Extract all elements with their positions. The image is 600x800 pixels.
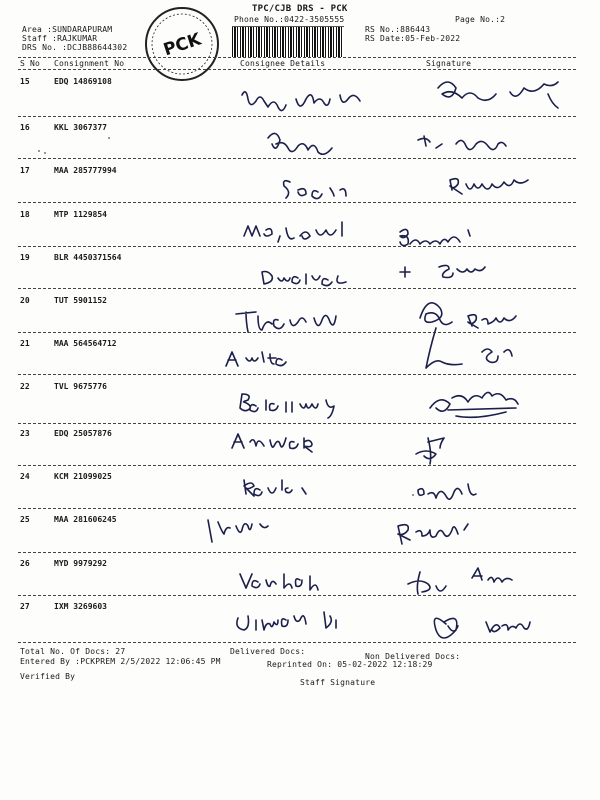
document-title: TPC/CJB DRS - PCK bbox=[252, 4, 348, 14]
consignee-handwriting bbox=[226, 352, 286, 366]
row-sno: 24 bbox=[20, 472, 30, 481]
row-divider bbox=[18, 332, 576, 333]
signature bbox=[420, 303, 516, 328]
row-divider bbox=[18, 465, 576, 466]
row-divider bbox=[18, 552, 576, 553]
row-sno: 21 bbox=[20, 339, 30, 348]
signature bbox=[416, 438, 444, 464]
row-sno: 17 bbox=[20, 166, 30, 175]
signature bbox=[398, 524, 468, 544]
pck-stamp bbox=[142, 4, 222, 84]
row-consignment: MYD 9979292 bbox=[54, 559, 107, 568]
consignee-handwriting bbox=[242, 92, 360, 111]
non-delivered-docs: Non Delivered Docs: bbox=[365, 652, 461, 661]
row-consignment: EDQ 25057876 bbox=[54, 429, 112, 438]
signature bbox=[418, 136, 506, 150]
row-divider bbox=[18, 246, 576, 247]
consignee-handwriting bbox=[284, 181, 346, 199]
scan-speck bbox=[44, 152, 46, 154]
row-divider bbox=[18, 288, 576, 289]
row-sno: 23 bbox=[20, 429, 30, 438]
area-label: Area :SUNDARAPURAM bbox=[22, 25, 113, 34]
signature bbox=[434, 618, 530, 638]
barcode bbox=[232, 26, 344, 57]
row-sno: 26 bbox=[20, 559, 30, 568]
divider bbox=[18, 69, 576, 70]
row-divider bbox=[18, 423, 576, 424]
row-sno: 19 bbox=[20, 253, 30, 262]
row-consignment: KCM 21099025 bbox=[54, 472, 112, 481]
consignee-handwriting bbox=[244, 480, 306, 496]
page-number: Page No.:2 bbox=[455, 15, 506, 24]
consignee-handwriting bbox=[244, 222, 342, 242]
consignee-handwriting bbox=[237, 612, 336, 630]
stamp-text: PCK bbox=[161, 29, 204, 61]
row-consignment: IXM 3269603 bbox=[54, 602, 107, 611]
row-sno: 15 bbox=[20, 77, 30, 86]
row-divider bbox=[18, 595, 576, 596]
consignee-handwriting bbox=[232, 434, 312, 452]
phone-number: Phone No.:0422-3505555 bbox=[234, 15, 345, 24]
signature bbox=[426, 328, 512, 368]
rs-number: RS No.:886443 bbox=[365, 25, 431, 34]
signature bbox=[450, 179, 528, 194]
consignee-handwriting bbox=[240, 394, 334, 418]
reprinted-on: Reprinted On: 05-02-2022 12:18:29 bbox=[267, 660, 433, 669]
row-consignment: BLR 4450371564 bbox=[54, 253, 122, 262]
delivered-docs: Delivered Docs: bbox=[230, 647, 306, 656]
staff-label: Staff :RAJKUMAR bbox=[22, 34, 98, 43]
divider bbox=[18, 57, 576, 58]
col-header-consignee: Consignee Details bbox=[240, 59, 326, 68]
rs-date: RS Date:05-Feb-2022 bbox=[365, 34, 461, 43]
drs-number: DRS No. :DCJB88644302 bbox=[22, 43, 128, 52]
scan-speck bbox=[108, 137, 110, 139]
row-consignment: TVL 9675776 bbox=[54, 382, 107, 391]
signature bbox=[430, 392, 518, 417]
row-consignment: MAA 564564712 bbox=[54, 339, 117, 348]
row-consignment: KKL 3067377 bbox=[54, 123, 107, 132]
row-sno: 22 bbox=[20, 382, 30, 391]
row-divider bbox=[18, 374, 576, 375]
signature bbox=[400, 265, 485, 277]
consignee-handwriting bbox=[208, 520, 268, 542]
verified-by-label: Verified By bbox=[20, 672, 76, 681]
signature bbox=[408, 568, 512, 594]
row-divider bbox=[18, 116, 576, 117]
scan-speck bbox=[412, 494, 414, 496]
staff-signature-label: Staff Signature bbox=[300, 678, 376, 687]
row-consignment: MAA 285777994 bbox=[54, 166, 117, 175]
col-header-signature: Signature bbox=[426, 59, 472, 68]
row-sno: 25 bbox=[20, 515, 30, 524]
row-consignment: MTP 1129854 bbox=[54, 210, 107, 219]
row-consignment: EDQ 14869108 bbox=[54, 77, 112, 86]
total-docs: Total No. Of Docs: 27 bbox=[20, 647, 126, 656]
row-divider bbox=[18, 158, 576, 159]
row-sno: 27 bbox=[20, 602, 30, 611]
entered-by: Entered By :PCKPREM 2/5/2022 12:06:45 PM bbox=[20, 657, 221, 666]
signature bbox=[438, 82, 558, 108]
row-consignment: TUT 5901152 bbox=[54, 296, 107, 305]
row-sno: 18 bbox=[20, 210, 30, 219]
row-sno: 16 bbox=[20, 123, 30, 132]
col-header-sno: S No bbox=[20, 59, 41, 68]
signature bbox=[400, 229, 470, 245]
row-divider bbox=[18, 202, 576, 203]
consignee-handwriting bbox=[240, 574, 318, 590]
row-divider bbox=[18, 508, 576, 509]
consignee-handwriting bbox=[262, 272, 346, 286]
scan-speck bbox=[38, 150, 40, 152]
row-divider bbox=[18, 642, 576, 643]
row-sno: 20 bbox=[20, 296, 30, 305]
col-header-consignment: Consignment No bbox=[54, 59, 125, 68]
signature bbox=[418, 484, 476, 499]
row-consignment: MAA 281606245 bbox=[54, 515, 117, 524]
consignee-handwriting bbox=[236, 312, 336, 332]
consignee-handwriting bbox=[268, 133, 332, 154]
